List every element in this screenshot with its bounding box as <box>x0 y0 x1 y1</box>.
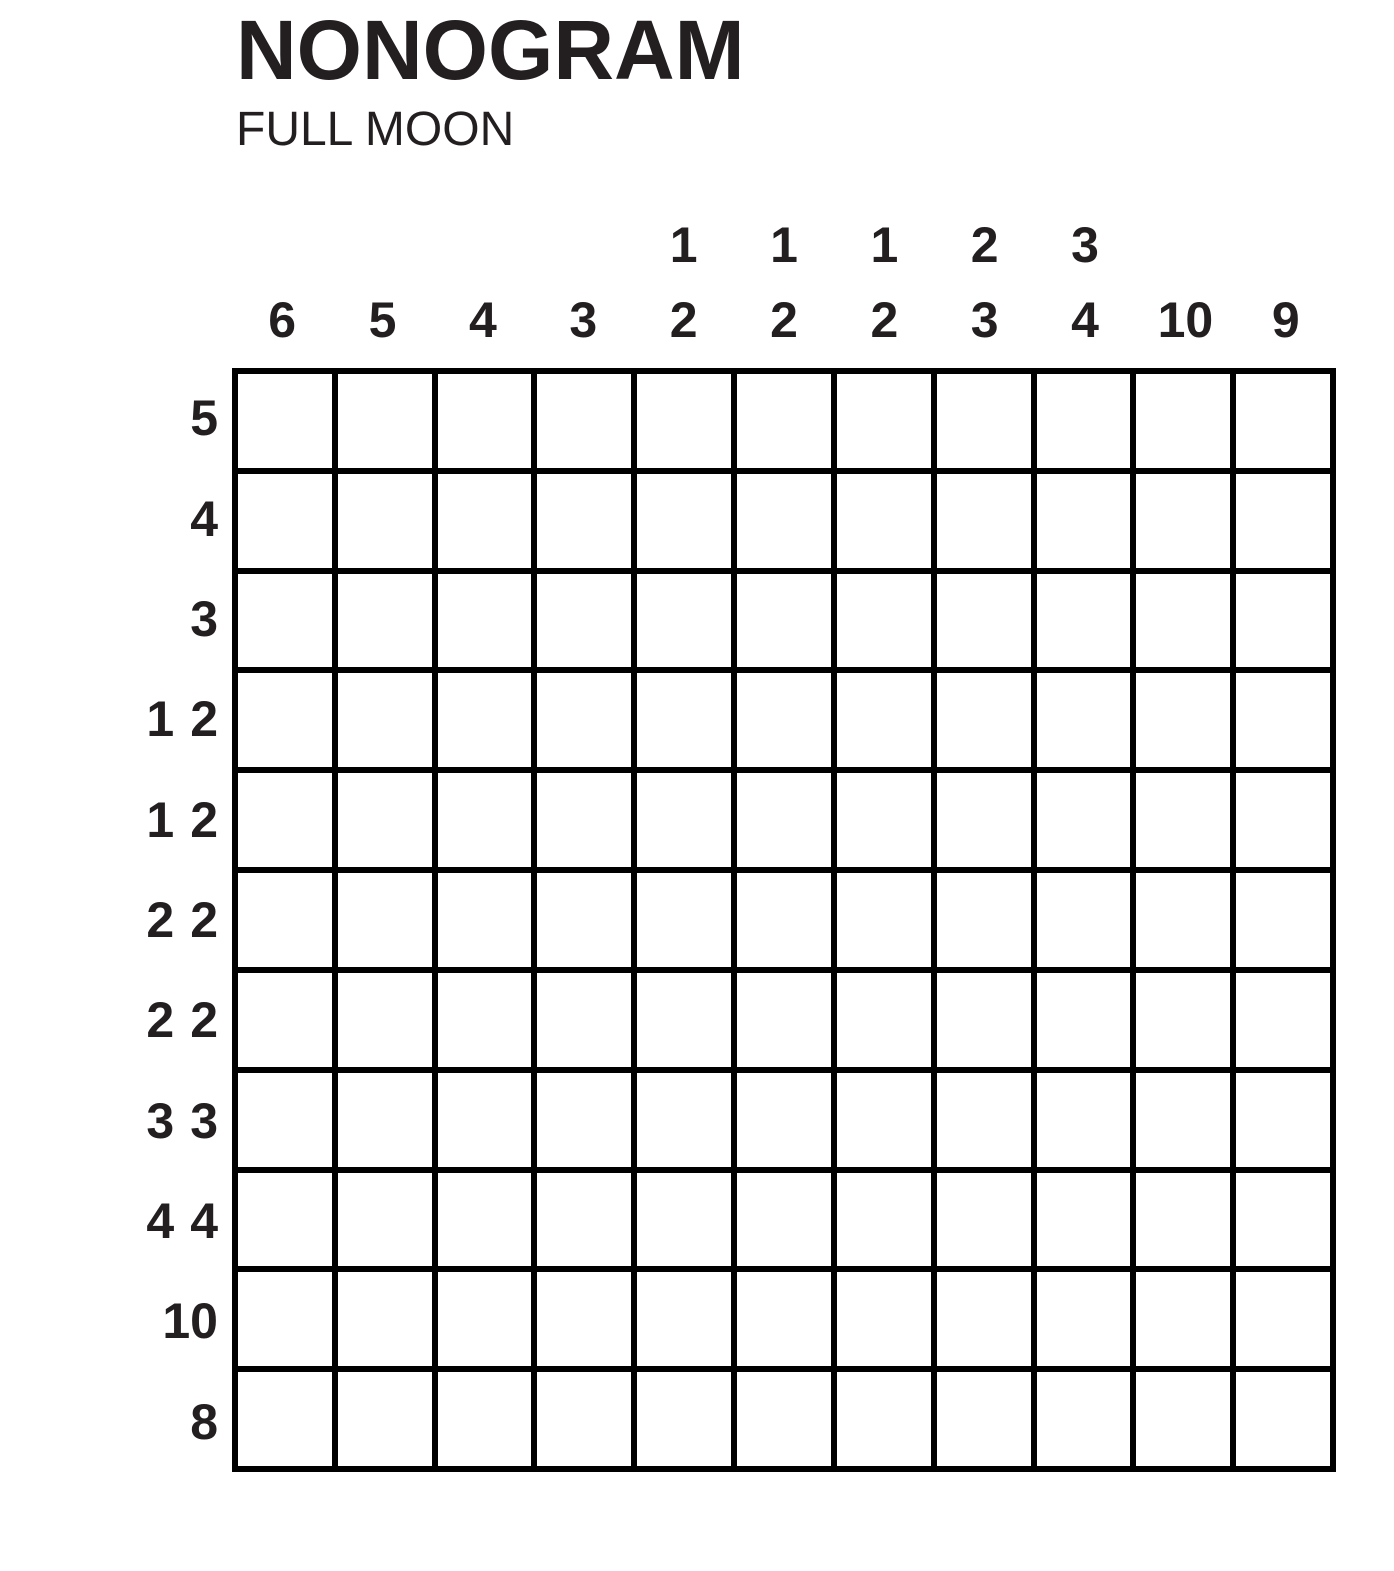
grid-cell-r11-c11[interactable] <box>1233 1369 1333 1469</box>
grid-cell-r3-c6[interactable] <box>734 571 834 671</box>
grid-cell-r11-c6[interactable] <box>734 1369 834 1469</box>
column-clue-number: 1 <box>669 217 698 273</box>
row-clue-5 <box>130 769 218 869</box>
grid-cell-r4-c4[interactable] <box>534 670 634 770</box>
grid-cell-r7-c1[interactable] <box>235 970 335 1070</box>
grid-cell-r4-c3[interactable] <box>435 670 535 770</box>
grid-cell-r10-c7[interactable] <box>834 1269 934 1369</box>
grid-cell-r3-c11[interactable] <box>1233 571 1333 671</box>
grid-cell-r1-c6[interactable] <box>734 371 834 471</box>
column-clue-number: 2 <box>970 217 999 273</box>
grid-cell-r7-c6[interactable] <box>734 970 834 1070</box>
column-clue-10 <box>1135 283 1235 358</box>
row-clue-number: 5 <box>190 390 218 447</box>
column-clue-8 <box>935 208 1035 358</box>
grid-cell-r11-c1[interactable] <box>235 1369 335 1469</box>
grid-cell-r7-c10[interactable] <box>1133 970 1233 1070</box>
grid-cell-r3-c5[interactable] <box>634 571 734 671</box>
grid-cell-r1-c7[interactable] <box>834 371 934 471</box>
grid-cell-r8-c9[interactable] <box>1034 1070 1134 1170</box>
grid-cell-r5-c5[interactable] <box>634 770 734 870</box>
grid-cell-r3-c4[interactable] <box>534 571 634 671</box>
grid-cell-r4-c7[interactable] <box>834 670 934 770</box>
grid-cell-r6-c8[interactable] <box>934 870 1034 970</box>
row-clue-1 <box>174 368 218 468</box>
grid-cell-r1-c9[interactable] <box>1034 371 1134 471</box>
grid-cell-r10-c3[interactable] <box>435 1269 535 1369</box>
row-clue-number: 4 <box>190 1193 218 1250</box>
grid-cell-r5-c11[interactable] <box>1233 770 1333 870</box>
grid-cell-r8-c1[interactable] <box>235 1070 335 1170</box>
grid-cell-r7-c7[interactable] <box>834 970 934 1070</box>
grid-cell-r11-c2[interactable] <box>335 1369 435 1469</box>
row-clue-number: 3 <box>190 1092 218 1149</box>
grid-cell-r1-c4[interactable] <box>534 371 634 471</box>
row-clues <box>100 368 218 1472</box>
grid-cell-r4-c5[interactable] <box>634 670 734 770</box>
row-clue-number: 2 <box>146 891 175 948</box>
column-clue-number: 1 <box>870 217 899 273</box>
column-clue-number: 10 <box>1157 292 1214 348</box>
grid-cell-r8-c4[interactable] <box>534 1070 634 1170</box>
column-clue-2 <box>332 283 432 358</box>
row-clue-number: 2 <box>190 791 218 848</box>
grid-cell-r3-c9[interactable] <box>1034 571 1134 671</box>
grid-cell-r9-c10[interactable] <box>1133 1170 1233 1270</box>
grid-cell-r11-c7[interactable] <box>834 1369 934 1469</box>
grid-cell-r6-c9[interactable] <box>1034 870 1134 970</box>
grid-cell-r10-c1[interactable] <box>235 1269 335 1369</box>
grid-cell-r5-c1[interactable] <box>235 770 335 870</box>
grid-cell-r10-c11[interactable] <box>1233 1269 1333 1369</box>
grid-cell-r4-c11[interactable] <box>1233 670 1333 770</box>
grid-cell-r8-c6[interactable] <box>734 1070 834 1170</box>
grid-cell-r5-c9[interactable] <box>1034 770 1134 870</box>
column-clue-number: 2 <box>770 292 798 348</box>
grid-cell-r10-c5[interactable] <box>634 1269 734 1369</box>
grid-cell-r4-c10[interactable] <box>1133 670 1233 770</box>
grid-cell-r4-c9[interactable] <box>1034 670 1134 770</box>
grid-cell-r8-c7[interactable] <box>834 1070 934 1170</box>
grid-cell-r7-c5[interactable] <box>634 970 734 1070</box>
grid-cell-r8-c2[interactable] <box>335 1070 435 1170</box>
grid-cell-r5-c10[interactable] <box>1133 770 1233 870</box>
grid-cell-r9-c5[interactable] <box>634 1170 734 1270</box>
grid-cell-r7-c8[interactable] <box>934 970 1034 1070</box>
grid-cell-r5-c3[interactable] <box>435 770 535 870</box>
grid-cell-r3-c8[interactable] <box>934 571 1034 671</box>
grid-cell-r10-c9[interactable] <box>1034 1269 1134 1369</box>
row-clue-7 <box>130 970 218 1070</box>
column-clue-number: 1 <box>770 217 798 273</box>
row-clue-6 <box>130 870 218 970</box>
grid-cell-r9-c8[interactable] <box>934 1170 1034 1270</box>
grid-cell-r1-c10[interactable] <box>1133 371 1233 471</box>
row-clue-9 <box>130 1171 218 1271</box>
row-clue-3 <box>174 569 218 669</box>
column-clue-number: 2 <box>870 292 899 348</box>
column-clue-number: 2 <box>669 292 698 348</box>
grid-cell-r7-c9[interactable] <box>1034 970 1134 1070</box>
column-clue-3 <box>433 283 533 358</box>
grid-cell-r6-c1[interactable] <box>235 870 335 970</box>
grid-cell-r10-c6[interactable] <box>734 1269 834 1369</box>
grid-cell-r4-c1[interactable] <box>235 670 335 770</box>
column-clue-6 <box>734 208 834 358</box>
grid-cell-r11-c8[interactable] <box>934 1369 1034 1469</box>
grid-cell-r2-c1[interactable] <box>235 471 335 571</box>
grid-cell-r9-c1[interactable] <box>235 1170 335 1270</box>
grid-cell-r9-c9[interactable] <box>1034 1170 1134 1270</box>
grid-cell-r7-c2[interactable] <box>335 970 435 1070</box>
grid-cell-r7-c3[interactable] <box>435 970 535 1070</box>
grid-cell-r9-c4[interactable] <box>534 1170 634 1270</box>
grid-cell-r6-c4[interactable] <box>534 870 634 970</box>
grid-cell-r11-c9[interactable] <box>1034 1369 1134 1469</box>
grid-cell-r8-c5[interactable] <box>634 1070 734 1170</box>
grid-cell-r1-c5[interactable] <box>634 371 734 471</box>
column-clue-7 <box>834 208 934 358</box>
row-clue-number: 3 <box>190 590 218 647</box>
grid-cell-r2-c2[interactable] <box>335 471 435 571</box>
grid-cell-r5-c8[interactable] <box>934 770 1034 870</box>
grid-cell-r8-c10[interactable] <box>1133 1070 1233 1170</box>
column-clue-number: 6 <box>268 292 297 348</box>
row-clue-2 <box>174 468 218 568</box>
column-clue-number: 5 <box>368 292 397 348</box>
grid-cell-r4-c2[interactable] <box>335 670 435 770</box>
row-clue-10 <box>146 1271 218 1371</box>
grid-cell-r4-c6[interactable] <box>734 670 834 770</box>
grid-cell-r11-c5[interactable] <box>634 1369 734 1469</box>
grid-cell-r5-c6[interactable] <box>734 770 834 870</box>
grid-cell-r6-c5[interactable] <box>634 870 734 970</box>
column-clue-number: 3 <box>1071 217 1099 273</box>
row-clue-number: 2 <box>190 691 218 748</box>
grid-cell-r1-c8[interactable] <box>934 371 1034 471</box>
grid-cell-r2-c7[interactable] <box>834 471 934 571</box>
grid-cell-r4-c8[interactable] <box>934 670 1034 770</box>
row-clue-number: 1 <box>146 791 175 848</box>
column-clue-11 <box>1236 283 1336 358</box>
grid-cell-r10-c8[interactable] <box>934 1269 1034 1369</box>
grid-cell-r5-c7[interactable] <box>834 770 934 870</box>
grid-cell-r2-c5[interactable] <box>634 471 734 571</box>
grid-cell-r2-c8[interactable] <box>934 471 1034 571</box>
grid-cell-r9-c2[interactable] <box>335 1170 435 1270</box>
row-clue-4 <box>130 669 218 769</box>
grid-cell-r6-c11[interactable] <box>1233 870 1333 970</box>
column-clue-4 <box>533 283 633 358</box>
grid-cell-r3-c2[interactable] <box>335 571 435 671</box>
grid-cell-r9-c7[interactable] <box>834 1170 934 1270</box>
column-clue-9 <box>1035 208 1135 358</box>
row-clue-number: 1 <box>146 691 175 748</box>
row-clue-number: 4 <box>146 1193 175 1250</box>
grid-cell-r2-c6[interactable] <box>734 471 834 571</box>
grid-cell-r7-c11[interactable] <box>1233 970 1333 1070</box>
grid-cell-r6-c3[interactable] <box>435 870 535 970</box>
grid-cell-r8-c8[interactable] <box>934 1070 1034 1170</box>
grid-cell-r11-c4[interactable] <box>534 1369 634 1469</box>
grid-cell-r8-c3[interactable] <box>435 1070 535 1170</box>
grid-cell-r7-c4[interactable] <box>534 970 634 1070</box>
row-clue-number: 10 <box>162 1293 218 1350</box>
row-clue-number: 3 <box>146 1092 175 1149</box>
grid-cell-r6-c2[interactable] <box>335 870 435 970</box>
grid-cell-r10-c2[interactable] <box>335 1269 435 1369</box>
row-clue-number: 2 <box>146 992 175 1049</box>
grid-cell-r6-c10[interactable] <box>1133 870 1233 970</box>
row-clue-number: 8 <box>190 1393 218 1450</box>
column-clue-number: 3 <box>569 292 598 348</box>
grid-cell-r6-c7[interactable] <box>834 870 934 970</box>
grid-cell-r9-c6[interactable] <box>734 1170 834 1270</box>
row-clue-number: 2 <box>190 891 218 948</box>
grid-cell-r6-c6[interactable] <box>734 870 834 970</box>
grid-cell-r1-c1[interactable] <box>235 371 335 471</box>
grid-cell-r5-c4[interactable] <box>534 770 634 870</box>
row-clue-8 <box>130 1071 218 1171</box>
grid-cell-r11-c3[interactable] <box>435 1369 535 1469</box>
puzzle-grid <box>232 368 1336 1472</box>
column-clue-number: 4 <box>1071 292 1099 348</box>
grid-cell-r3-c3[interactable] <box>435 571 535 671</box>
grid-cell-r3-c10[interactable] <box>1133 571 1233 671</box>
grid-cell-r1-c2[interactable] <box>335 371 435 471</box>
grid-cell-r9-c3[interactable] <box>435 1170 535 1270</box>
grid-cell-r9-c11[interactable] <box>1233 1170 1333 1270</box>
grid-cell-r2-c10[interactable] <box>1133 471 1233 571</box>
grid-cell-r10-c4[interactable] <box>534 1269 634 1369</box>
puzzle-title: NONOGRAM <box>236 3 745 97</box>
column-clue-number: 3 <box>970 292 999 348</box>
grid-cell-r3-c7[interactable] <box>834 571 934 671</box>
puzzle-subtitle: FULL MOON <box>236 103 515 156</box>
grid-cell-r2-c9[interactable] <box>1034 471 1134 571</box>
grid-cell-r1-c11[interactable] <box>1233 371 1333 471</box>
grid-cell-r1-c3[interactable] <box>435 371 535 471</box>
grid-cell-r2-c3[interactable] <box>435 471 535 571</box>
grid-cell-r10-c10[interactable] <box>1133 1269 1233 1369</box>
grid-cell-r2-c4[interactable] <box>534 471 634 571</box>
column-clue-number: 4 <box>468 292 497 348</box>
row-clue-number: 4 <box>190 490 218 547</box>
grid-cell-r5-c2[interactable] <box>335 770 435 870</box>
row-clue-number: 2 <box>190 992 218 1049</box>
row-clue-11 <box>174 1372 218 1472</box>
column-clue-number: 9 <box>1271 292 1300 348</box>
grid-cell-r2-c11[interactable] <box>1233 471 1333 571</box>
grid-cell-r8-c11[interactable] <box>1233 1070 1333 1170</box>
column-clue-1 <box>232 283 332 358</box>
grid-cell-r11-c10[interactable] <box>1133 1369 1233 1469</box>
column-clue-5 <box>633 208 733 358</box>
grid-cell-r3-c1[interactable] <box>235 571 335 671</box>
column-clues <box>232 212 1336 358</box>
